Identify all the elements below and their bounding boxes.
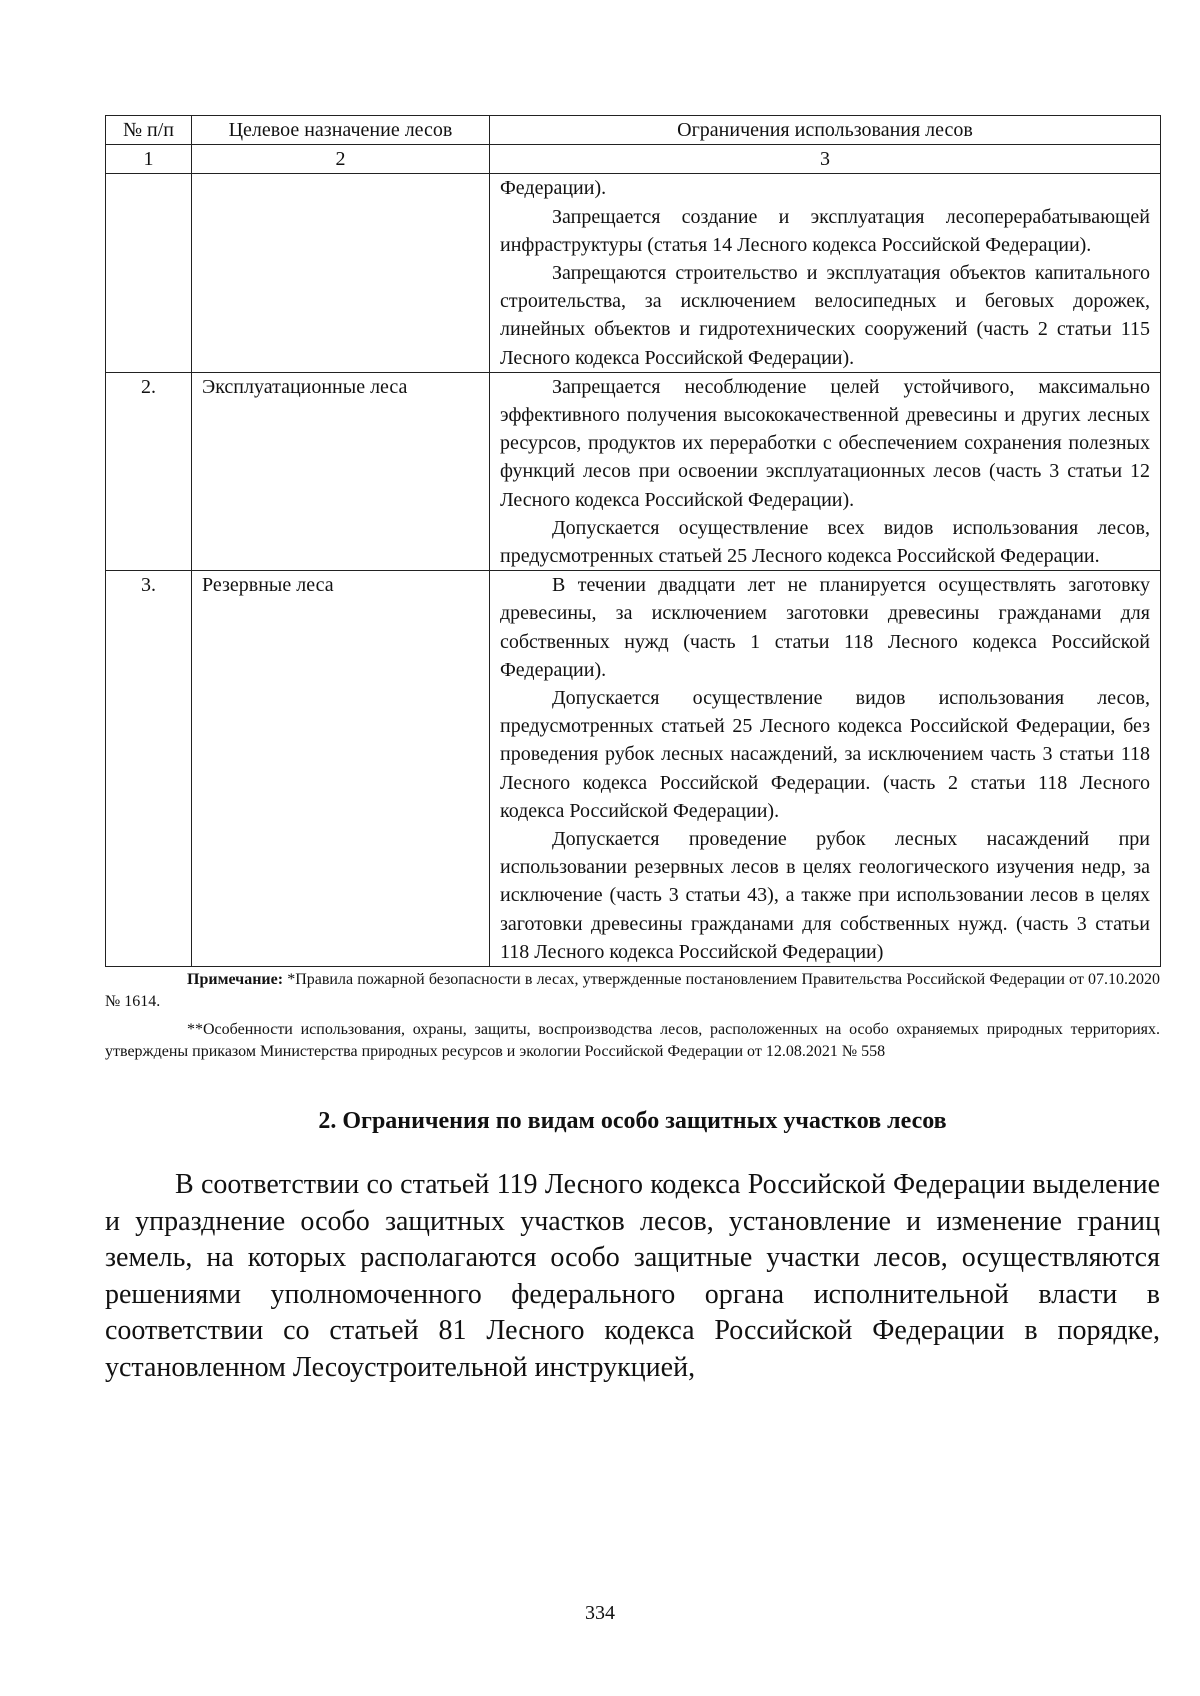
restriction-paragraph: Запрещается создание и эксплуатация лесоперерабатывающей инфраструктуры (статья 14 Лесного кодекса Российской Федерации). <box>500 205 1150 256</box>
forest-restrictions-table <box>105 115 1161 967</box>
row-forest-type: Эксплуатационные леса <box>192 372 490 570</box>
column-number-3: 3 <box>490 145 1161 174</box>
row-forest-type <box>192 174 490 372</box>
note-label: Примечание: <box>187 971 284 989</box>
header-restrictions: Ограничения использования лесов <box>490 116 1161 145</box>
column-number-2: 2 <box>192 145 490 174</box>
row-restrictions <box>490 571 1161 967</box>
table-header-row <box>106 116 1161 145</box>
column-number-row <box>106 145 1161 174</box>
note-first-line <box>105 969 1160 1013</box>
restriction-paragraph: Федерации). <box>500 177 607 200</box>
table-note <box>105 969 1160 1063</box>
restriction-paragraph: Допускается осуществление видов использования лесов, предусмотренных статьей 25 Лесного кодекса Российской Федерации, без проведения рубок лесных насаждений, за исключением часть 3 статьи 118 Лесного кодекса Российской Федерации. (часть 2 статьи 118 Лесного кодекса Российской Федерации). <box>500 687 1150 822</box>
column-number-1: 1 <box>106 145 192 174</box>
table-row <box>106 174 1161 372</box>
row-restrictions <box>490 174 1161 372</box>
header-purpose: Целевое назначение лесов <box>192 116 490 145</box>
page-number: 334 <box>585 1602 615 1624</box>
row-restrictions <box>490 372 1161 570</box>
restriction-paragraph: Допускается осуществление всех видов использования лесов, предусмотренных статьей 25 Лесного кодекса Российской Федерации. <box>500 516 1150 568</box>
table-row <box>106 372 1161 570</box>
restriction-paragraph: В течении двадцати лет не планируется осуществлять заготовку древесины, за исключением заготовки древесины гражданами для собственных нужд (часть 1 статьи 118 Лесного кодекса Российской Федерации). <box>500 574 1150 681</box>
restriction-paragraph: Запрещается несоблюдение целей устойчивого, максимально эффективного получения высококачественной древесины и других лесных ресурсов, продуктов их переработки с обеспечением сохранения полезных функций лесов при освоении эксплуатационных лесов (часть 3 статьи 12 Лесного кодекса Российской Федерации). <box>500 375 1150 511</box>
table-row <box>106 571 1161 967</box>
restriction-paragraph: Допускается проведение рубок лесных насаждений при использовании резервных лесов в целях геологического изучения недр, за исключение (часть 3 статьи 43), а также при использовании лесов в целях заготовки древесины гражданами для собственных нужд. (часть 3 статьи 118 Лесного кодекса Российской Федерации) <box>500 828 1150 963</box>
row-forest-type: Резервные леса <box>192 571 490 967</box>
document-page <box>105 115 1160 1414</box>
row-number <box>106 174 192 372</box>
section-heading: 2. Ограничения по видам особо защитных участков лесов <box>318 1108 947 1135</box>
note-text-2: **Особенности использования, охраны, защиты, воспроизводства лесов, расположенных на особо охраняемых природных территориях. утверждены приказом Министерства природных ресурсов и экологии Российской Федерации от 12.08.2021 № 558 <box>105 1021 1160 1061</box>
section-body-paragraph: В соответствии со статьей 119 Лесного кодекса Российской Федерации выделение и упразднение особо защитных участков лесов, установление и изменение границ земель, на которых располагаются особо защитные участки лесов, осуществляются решениями уполномоченного федерального органа исполнительной власти в соответствии со статьей 81 Лесного кодекса Российской Федерации в порядке, установленном Лесоустроительной инструкцией, <box>105 1169 1160 1383</box>
row-number: 2. <box>106 372 192 570</box>
header-number: № п/п <box>106 116 192 145</box>
row-number: 3. <box>106 571 192 967</box>
restriction-paragraph: Запрещаются строительство и эксплуатация объектов капитального строительства, за исключением велосипедных и беговых дорожек, линейных объектов и гидротехнических сооружений (часть 2 статьи 115 Лесного кодекса Российской Федерации). <box>500 262 1150 369</box>
note-text-1: *Правила пожарной безопасности в лесах, утвержденные постановлением Правительства Российской Федерации от 07.10.2020 № 1614. <box>105 971 1160 1011</box>
